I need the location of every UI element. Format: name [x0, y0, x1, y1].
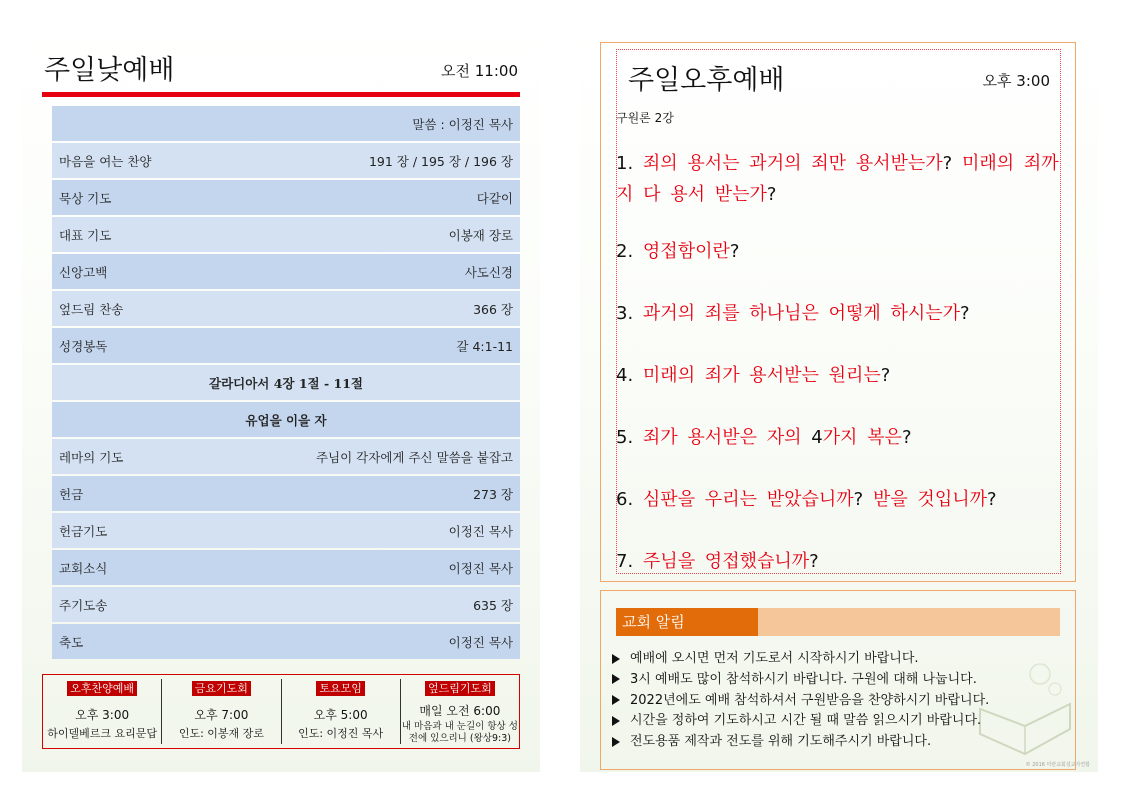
notice-title: 교회 알림: [616, 608, 758, 636]
question-item: [616, 546, 1062, 577]
question-text: 미래의 죄가 용서받는 원리는: [642, 365, 881, 386]
notice-list: [612, 649, 1072, 753]
bullet-triangle-icon: [612, 716, 620, 726]
question-number-inline: 4: [811, 427, 823, 448]
notice-text: 시간을 정하여 기도하시고 시간 될 때 말씀 읽으시기 바랍니다.: [630, 713, 982, 729]
question-number: 2.: [616, 241, 634, 262]
meeting-time: 오후 7:00: [194, 708, 249, 722]
meeting-column: [162, 679, 281, 744]
question-mark: ?: [809, 551, 819, 572]
order-row: [52, 254, 520, 289]
question-text: 영접함이란: [642, 241, 730, 262]
question-number: 1.: [616, 153, 634, 174]
order-row: [52, 328, 520, 363]
meeting-time: 오후 3:00: [75, 708, 130, 722]
order-value: 273 장: [473, 486, 513, 502]
meeting-column: [282, 679, 401, 744]
question-mark: ?: [880, 365, 891, 386]
question-text: 심판을 우리는 받았습니까: [642, 489, 854, 510]
order-row: [52, 550, 520, 585]
scripture-reference: 갈라디아서 4장 1절 - 11절: [209, 375, 363, 391]
notice-header-bar: [616, 608, 1060, 636]
question-mark: ?: [987, 489, 997, 510]
meeting-detail: 내 마음과 내 눈길이 항상 성전에 있으리니 (왕상9:3): [401, 721, 518, 744]
question-mark: ?: [729, 241, 740, 262]
order-row: [52, 180, 520, 215]
notice-item: [612, 649, 1072, 670]
sermon-title: 유업을 이을 자: [245, 412, 327, 428]
question-text: 미래의 죄까지 다 용서 받는가: [616, 153, 1059, 205]
page-title: 주일낮예배: [44, 55, 175, 86]
notice-item: [612, 732, 1072, 753]
order-item: 묵상 기도: [59, 190, 112, 206]
order-item: 축도: [59, 634, 84, 650]
question-item: [616, 236, 1062, 267]
order-item: 주기도송: [59, 597, 108, 613]
notice-text: 전도용품 제작과 전도를 위해 기도해주시기 바랍니다.: [630, 734, 932, 750]
meeting-tag: 오후찬양예배: [67, 681, 137, 696]
bullet-triangle-icon: [612, 674, 620, 684]
question-mark: ?: [853, 489, 864, 510]
scripture-reference-row: [52, 365, 520, 400]
bullet-triangle-icon: [612, 695, 620, 705]
order-row: [52, 624, 520, 659]
question-item: [616, 148, 1062, 210]
meeting-time: 오후 5:00: [313, 708, 368, 722]
order-row: [52, 587, 520, 622]
order-item: 엎드림 찬송: [59, 301, 124, 317]
notice-text: 2022년에도 예배 참석하셔서 구원받음을 찬양하시기 바랍니다.: [630, 692, 990, 708]
order-row: [52, 143, 520, 178]
question-item: [616, 484, 1062, 515]
lesson-subtitle: 구원론 2강: [616, 111, 674, 125]
order-value: 이정진 목사: [448, 523, 513, 539]
order-value: 말씀 : 이정진 목사: [412, 116, 513, 132]
notice-item: [612, 691, 1072, 712]
meeting-column: [43, 679, 162, 744]
afternoon-title: 주일오후예배: [628, 65, 785, 96]
question-item: [616, 360, 1062, 391]
order-value: 다같이: [476, 190, 513, 206]
order-value: 366 장: [473, 301, 513, 317]
order-item: 헌금: [59, 486, 84, 502]
question-mark: ?: [901, 427, 912, 448]
question-text: 죄의 용서는 과거의 죄만 용서받는가: [642, 153, 943, 174]
order-row: [52, 291, 520, 326]
order-row: [52, 513, 520, 548]
order-item: 헌금기도: [59, 523, 108, 539]
order-item: 성경봉독: [59, 338, 108, 354]
meeting-tag: 금요기도회: [192, 681, 251, 696]
notice-item: [612, 670, 1072, 691]
service-time: 오전 11:00: [441, 62, 518, 80]
question-number: 6.: [616, 489, 634, 510]
meeting-time: 매일 오전 6:00: [419, 704, 501, 718]
question-text: 죄가 용서받은 자의: [642, 427, 812, 448]
order-value: 191 장 / 195 장 / 196 장: [368, 153, 513, 169]
notice-text: 3시 예배도 많이 참석하시기 바랍니다. 구원에 대해 나눕니다.: [630, 671, 977, 687]
order-value: 갈 4:1-11: [456, 338, 513, 354]
order-value: 이정진 목사: [448, 560, 513, 576]
notice-item: [612, 711, 1072, 732]
bullet-triangle-icon: [612, 737, 620, 747]
right-page: [580, 24, 1098, 772]
bullet-triangle-icon: [612, 654, 620, 664]
morning-service-header: [42, 44, 520, 97]
question-text: 받을 것입니까: [872, 489, 987, 510]
order-item: 신앙고백: [59, 264, 108, 280]
sermon-title-row: [52, 402, 520, 437]
order-item: 교회소식: [59, 560, 108, 576]
question-number: 5.: [616, 427, 634, 448]
order-row: [52, 106, 520, 141]
order-item: 마음을 여는 찬양: [59, 153, 152, 169]
question-list: [616, 148, 1062, 577]
question-text: 주님을 영접했습니까: [642, 551, 810, 572]
question-item: [616, 298, 1062, 329]
meeting-tag: 엎드림기도회: [425, 681, 495, 696]
question-number: 4.: [616, 365, 634, 386]
question-mark: ?: [942, 153, 953, 174]
question-item: [616, 422, 1062, 453]
question-mark: ?: [960, 303, 970, 324]
notice-text: 예배에 오시면 먼저 기도로서 시작하시기 바랍니다.: [630, 651, 919, 666]
question-number: 3.: [616, 303, 634, 324]
order-value: 이정진 목사: [448, 634, 513, 650]
left-page: [22, 24, 540, 772]
order-value: 사도신경: [464, 264, 513, 280]
worship-order-table: [52, 106, 520, 661]
question-text: 가지 복은: [822, 427, 902, 448]
order-value: 635 장: [473, 597, 513, 613]
order-row: [52, 439, 520, 474]
order-value: 주님이 각자에게 주신 말씀을 붙잡고: [315, 449, 513, 465]
order-row: [52, 217, 520, 252]
order-value: 이봉재 장로: [448, 227, 513, 243]
meeting-detail: 하이델베르크 요리문답: [47, 727, 157, 740]
meeting-detail: 인도: 이정진 목사: [298, 727, 384, 740]
afternoon-time: 오후 3:00: [982, 72, 1050, 90]
weekly-meetings-box: [42, 674, 520, 749]
order-item: 레마의 기도: [59, 449, 124, 465]
copyright-text: © 2016 미란교회설교자연합: [1025, 762, 1090, 768]
question-number: 7.: [616, 551, 634, 572]
meeting-detail: 인도: 이봉재 장로: [178, 727, 264, 740]
meeting-tag: 토요모임: [316, 681, 365, 696]
question-text: 과거의 죄를 하나님은 어떻게 하시는가: [642, 303, 961, 324]
meeting-column: [401, 679, 519, 744]
order-row: [52, 476, 520, 511]
question-mark: ?: [766, 184, 777, 205]
order-item: 대표 기도: [59, 227, 112, 243]
